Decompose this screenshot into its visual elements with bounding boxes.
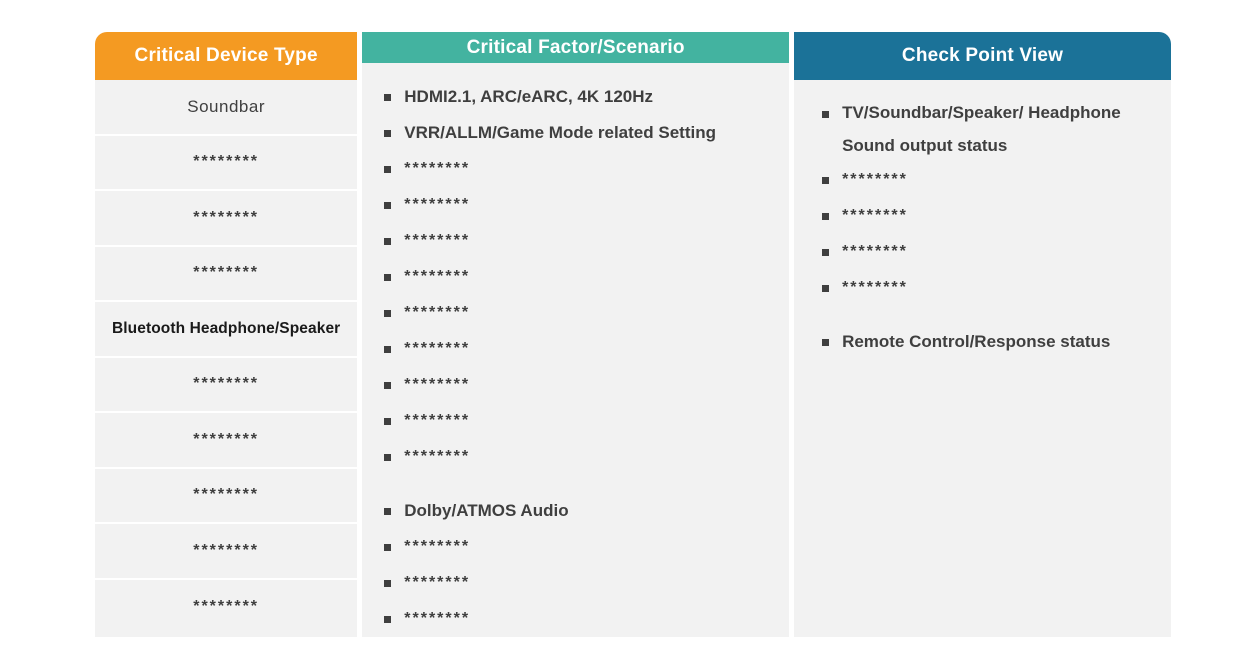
table-row: ******** (95, 247, 357, 303)
list-item: ******** (380, 403, 789, 439)
list-item: VRR/ALLM/Game Mode related Setting (380, 115, 789, 151)
table-row: ******** (95, 469, 357, 525)
critical-factor-list (362, 63, 789, 637)
column-body-critical-device-type (95, 80, 357, 637)
list-item: ******** (818, 198, 1171, 234)
list-item: HDMI2.1, ARC/eARC, 4K 120Hz (380, 79, 789, 115)
comparison-table (95, 32, 1171, 637)
column-header-critical-device-type: Critical Device Type (95, 32, 357, 80)
table-row: Bluetooth Headphone/Speaker (95, 302, 357, 358)
list-item: ******** (380, 259, 789, 295)
table-row: ******** (193, 598, 260, 616)
table-row: ******** (95, 191, 357, 247)
table-row: Soundbar (95, 80, 357, 136)
list-item: Dolby/ATMOS Audio (380, 493, 789, 529)
list-item: ******** (380, 187, 789, 223)
column-header-critical-factor-scenario: Critical Factor/Scenario (362, 32, 789, 63)
list-item: ******** (380, 529, 789, 565)
table-row: ******** (95, 136, 357, 192)
list-item: Remote Control/Response status (818, 324, 1171, 360)
list-item: ******** (380, 367, 789, 403)
table-row: ******** (95, 413, 357, 469)
column-body-critical-factor-scenario (362, 63, 789, 637)
list-item: ******** (818, 162, 1171, 198)
list-item: ******** (818, 270, 1171, 306)
column-body-check-point-view (794, 80, 1171, 637)
column-critical-device-type (95, 32, 357, 637)
list-item: ******** (380, 331, 789, 367)
list-item: ******** (380, 151, 789, 187)
list-item: ******** (380, 601, 789, 637)
list-item: ******** (380, 439, 789, 475)
column-critical-factor-scenario (362, 32, 789, 637)
table-row: ******** (95, 524, 357, 580)
list-item: ******** (380, 223, 789, 259)
list-item: ******** (818, 234, 1171, 270)
column-header-check-point-view: Check Point View (794, 32, 1171, 80)
list-item: TV/Soundbar/Speaker/ Headphone Sound output status (818, 96, 1171, 162)
table-row: ******** (95, 358, 357, 414)
list-item: ******** (380, 295, 789, 331)
check-point-list (794, 80, 1171, 360)
list-item: ******** (380, 565, 789, 601)
column-check-point-view (794, 32, 1171, 637)
